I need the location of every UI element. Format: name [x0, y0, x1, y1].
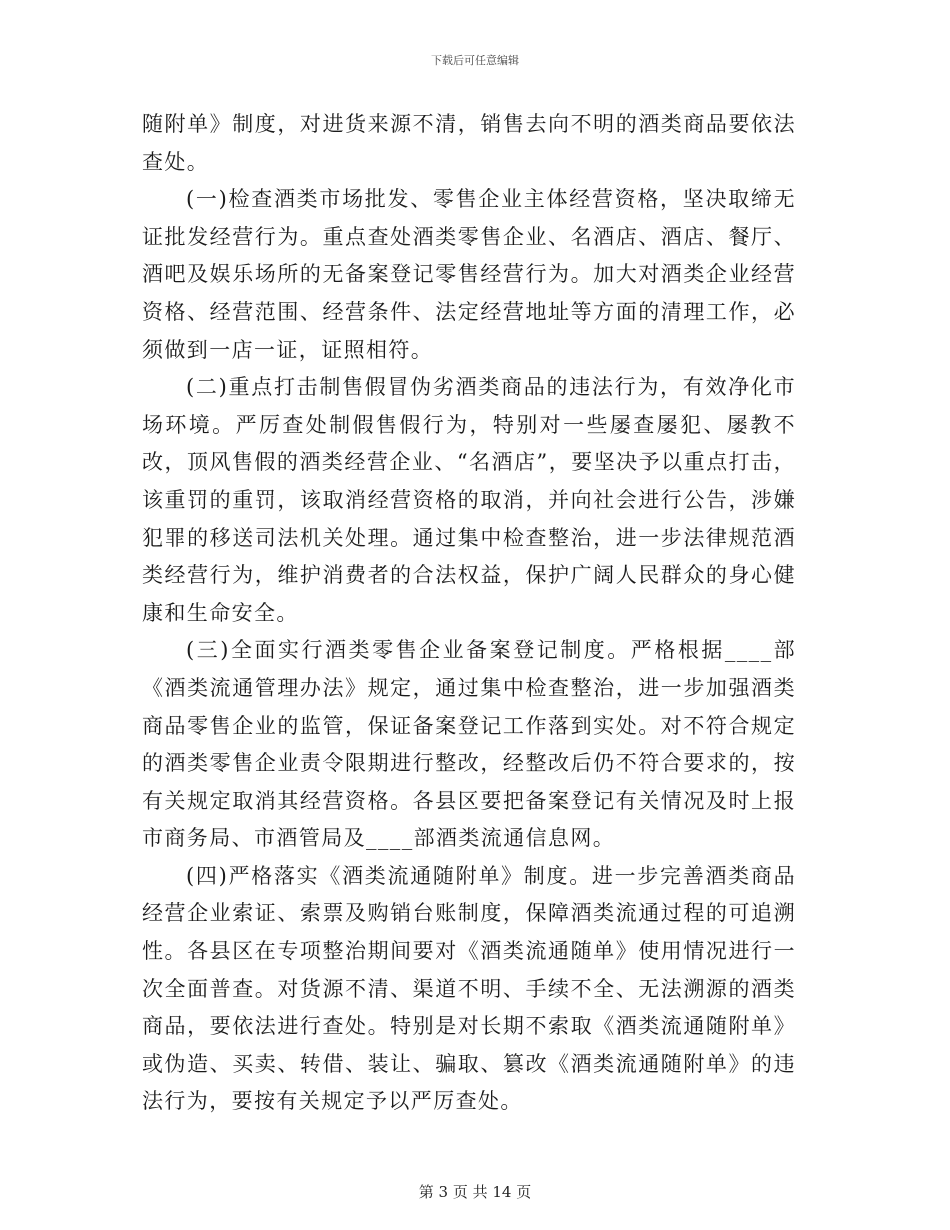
paragraph-section-4: (四)严格落实《酒类流通随附单》制度。进一步完善酒类商品经营企业索证、索票及购销台账制度，保障酒类流通过程的可追溯性。各县区在专项整治期间要对《酒类流通随单》使用情况进行一次全面普查。对货源不清、渠道不明、手续不全、无法溯源的酒类商品，要依法进行查处。特别是对长期不索取《酒类流通随附单》或伪造、买卖、转借、装让、骗取、篡改《酒类流通随附单》的违法行为，要按有关规定予以严厉查处。 [142, 863, 796, 1114]
page-number-footer: 第 3 页 共 14 页 [418, 1183, 532, 1201]
page-header: 下载后可任意编辑 [431, 54, 519, 67]
document-body [142, 106, 796, 1121]
paragraph-section-3: (三)全面实行酒类零售企业备案登记制度。严格根据____部《酒类流通管理办法》规定，通过集中检查整治，进一步加强酒类商品零售企业的监管，保证备案登记工作落到实处。对不符合规定的酒类零售企业责令限期进行整改，经整改后仍不符合要求的，按有关规定取消其经营资格。各县区要把备案登记有关情况及时上报市商务局、市酒管局及____部酒类流通信息网。 [142, 638, 796, 851]
paragraph-continuation: 随附单》制度，对进货来源不清，销售去向不明的酒类商品要依法查处。 [142, 112, 796, 174]
paragraph-section-1: (一)检查酒类市场批发、零售企业主体经营资格，坚决取缔无证批发经营行为。重点查处酒类零售企业、名酒店、酒店、餐厅、酒吧及娱乐场所的无备案登记零售经营行为。加大对酒类企业经营资格、经营范围、经营条件、法定经营地址等方面的清理工作，必须做到一店一证，证照相符。 [142, 187, 796, 362]
paragraph-section-2: (二)重点打击制售假冒伪劣酒类商品的违法行为，有效净化市场环境。严厉查处制假售假行为，特别对一些屡查屡犯、屡教不改，顶风售假的酒类经营企业、“名酒店”，要坚决予以重点打击，该重罚的重罚，该取消经营资格的取消，并向社会进行公告，涉嫌犯罪的移送司法机关处理。通过集中检查整治，进一步法律规范酒类经营行为，维护消费者的合法权益，保护广阔人民群众的身心健康和生命安全。 [142, 375, 796, 625]
